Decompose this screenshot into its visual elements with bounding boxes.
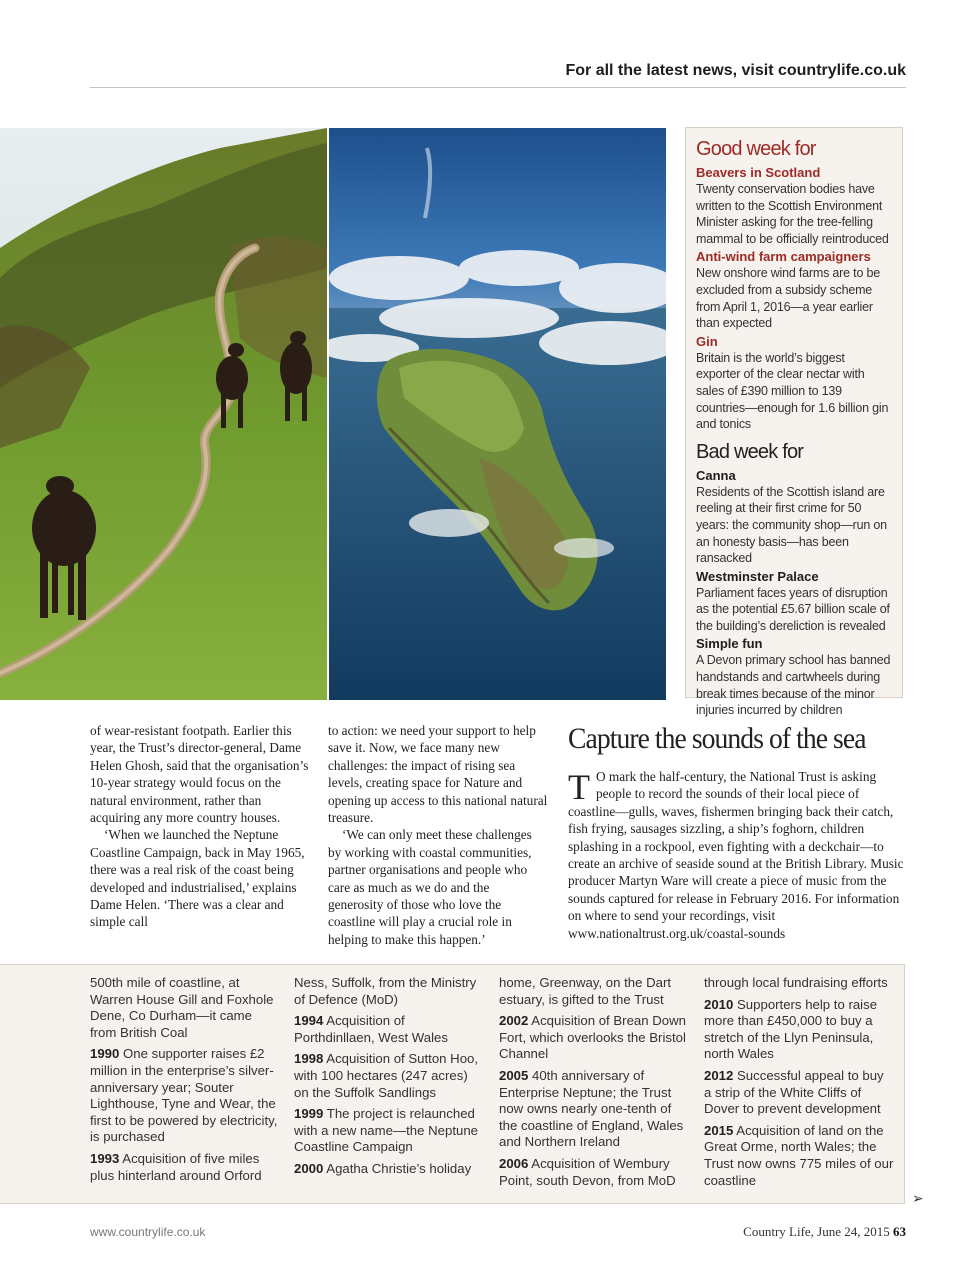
timeline-entry: 2010 Supporters help to raise more than £450,000 to buy a stretch of the Llyn Peninsula, north Wales bbox=[704, 996, 878, 1062]
timeline-entry: home, Greenway, on the Dart estuary, is gifted to the Trust bbox=[499, 975, 672, 1007]
capture-sounds-body: T O mark the half-century, the National Trust is asking people to record the sounds of their local piece of coastline—gulls, waves, fishermen bringing back their catch, fish frying, sausages sizzling, a ship’s foghorn, children splashing in a rockpool, even fighting with a deckchair—to create an archive of seaside sound at the British Library. Music producer Martyn Ware will create a piece of music from the sounds captured for release in February 2016. For information on where to send your recordings, visit www.nationaltrust.org.uk/coastal-sounds bbox=[568, 767, 904, 941]
page-number: 63 bbox=[893, 1224, 906, 1239]
article-column-1 bbox=[90, 722, 310, 931]
bad-item-text: Parliament faces years of disruption as the potential £5.67 billion scale of the building’s dereliction is revealed bbox=[696, 585, 890, 633]
bad-item-title: Westminster Palace bbox=[696, 568, 819, 584]
capture-sounds-title: Capture the sounds of the sea bbox=[568, 722, 866, 755]
timeline-entry: 1998 Acquisition of Sutton Hoo, with 100 hectares (247 acres) on the Suffolk Sandlings bbox=[294, 1051, 479, 1100]
timeline-column-2 bbox=[294, 975, 486, 1183]
bad-item-title: Simple fun bbox=[696, 636, 763, 652]
timeline-column-3 bbox=[499, 975, 689, 1194]
continue-arrow-icon: ➢ bbox=[912, 1190, 924, 1206]
good-item-text: Britain is the world’s biggest exporter of the clear nectar with sales of £390 million to 139 countries—enough for 1.6 billion gin and tonics bbox=[696, 350, 889, 432]
bad-item bbox=[696, 468, 892, 567]
article-column-2 bbox=[328, 722, 548, 948]
bad-item bbox=[696, 636, 892, 718]
timeline-column-4 bbox=[704, 975, 894, 1194]
header-divider bbox=[90, 87, 906, 88]
timeline-entry: 1994 Acquisition of Porthdinllaen, West Wales bbox=[294, 1013, 448, 1045]
timeline-entry: 1993 Acquisition of five miles plus hinterland around Orford bbox=[90, 1150, 262, 1183]
ponies-path-photo bbox=[0, 128, 327, 700]
good-item-text: New onshore wind farms are to be excluded from a subsidy scheme from April 1, 2016—a year earlier than expected bbox=[696, 266, 880, 331]
article-paragraph: ‘When we launched the Neptune Coastline Campaign, back in May 1965, there was a real risk of the coast being developed and industrialised,’ explains Dame Helen. ‘There was a clear and simple call bbox=[90, 827, 305, 930]
good-item-title: Beavers in Scotland bbox=[696, 165, 821, 180]
timeline-entry: 1999 The project is relaunched with a new name—the Neptune Coastline Campaign bbox=[294, 1106, 479, 1155]
timeline-entry: 2005 40th anniversary of Enterprise Neptune; the Trust now owns nearly one-tenth of the coastline of England, Wales and Northern Ireland bbox=[499, 1067, 684, 1150]
bad-item-text: A Devon primary school has banned handstands and cartwheels during break times because of the minor injuries incurred by children bbox=[696, 653, 891, 718]
good-item bbox=[696, 165, 892, 247]
footer-website-url[interactable]: www.countrylife.co.uk bbox=[90, 1225, 206, 1239]
good-item bbox=[696, 334, 892, 433]
timeline-entry: 500th mile of coastline, at Warren House Gill and Foxhole Dene, Co Durham—it came from British Coal bbox=[90, 975, 274, 1040]
aerial-island-photo bbox=[329, 128, 666, 700]
timeline-entry: Ness, Suffolk, from the Ministry of Defence (MoD) bbox=[294, 975, 477, 1007]
timeline-entry: 2006 Acquisition of Wembury Point, south Devon, from MoD bbox=[499, 1155, 676, 1188]
timeline-entry: through local fundraising efforts bbox=[704, 975, 888, 990]
dropcap: T bbox=[568, 767, 590, 807]
footer-magazine-info: Country Life, June 24, 2015 63 bbox=[743, 1224, 906, 1239]
good-week-heading: Good week for bbox=[696, 138, 816, 160]
good-item-title: Anti-wind farm campaigners bbox=[696, 249, 871, 265]
good-item-text: Twenty conservation bodies have written to the Scottish Environment Minister asking for the tree-felling mammal to be officially reintroduced bbox=[696, 182, 889, 246]
timeline-entry: 2000 Agatha Christie’s holiday bbox=[294, 1160, 472, 1176]
header-website-link[interactable]: For all the latest news, visit countrylife.co.uk bbox=[565, 62, 906, 79]
article-paragraph: ‘We can only meet these challenges by working with coastal communities, partner organisations and people who care as much as we do and the generosity of those who love the coastline will play a crucial role in helping to make this happen.’ bbox=[328, 827, 532, 947]
timeline-entry: 2012 Successful appeal to buy a strip of the White Cliffs of Dover to prevent development bbox=[704, 1067, 884, 1117]
article-paragraph: to action: we need your support to help save it. Now, we face many new challenges: the impact of rising sea levels, creating space for Nature and opening up access to this national natural treasure. bbox=[328, 723, 548, 826]
bad-week-heading: Bad week for bbox=[696, 440, 804, 463]
good-item bbox=[696, 249, 892, 331]
good-item-title: Gin bbox=[696, 333, 718, 349]
timeline-entry: 1990 One supporter raises £2 million in the enterprise’s silver-anniversary year; Souter Lighthouse, Tyne and Wear, the first to be powered by electricity, is purchased bbox=[90, 1046, 278, 1145]
bad-item-title: Canna bbox=[696, 467, 736, 483]
timeline-entry: 2015 Acquisition of land on the Great Orme, north Wales; the Trust now owns 775 miles of our coastline bbox=[704, 1122, 894, 1188]
neptune-timeline bbox=[0, 964, 905, 1204]
capture-sounds-article bbox=[568, 722, 906, 942]
timeline-column-1 bbox=[90, 975, 280, 1189]
good-bad-week-sidebar bbox=[685, 127, 903, 718]
article-paragraph: of wear-resistant footpath. Earlier this year, the Trust’s director-general, Dame Helen Ghosh, said that the organisation’s 10-year strategy would focus on the natural environment, rather than acquiring any more country houses. bbox=[90, 723, 309, 826]
timeline-entry: 2002 Acquisition of Brean Down Fort, which overlooks the Bristol Channel bbox=[499, 1013, 686, 1062]
bad-item-text: Residents of the Scottish island are reeling at their first crime for 50 years: the community shop—run on an honesty basis—has been ransacked bbox=[696, 484, 887, 566]
bad-item bbox=[696, 569, 892, 635]
